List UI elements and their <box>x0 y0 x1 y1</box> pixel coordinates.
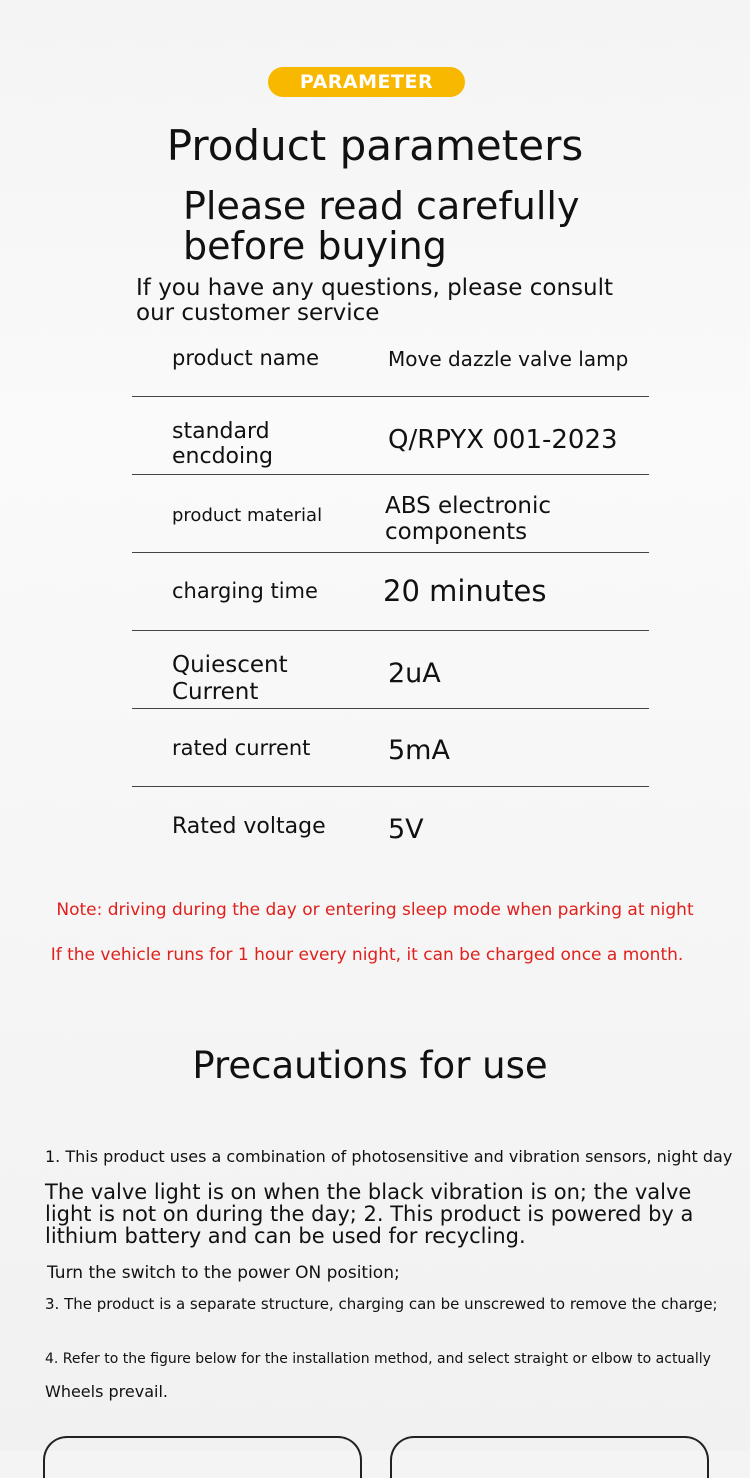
installation-image-frame-left <box>43 1436 362 1478</box>
precaution-2: The valve light is on when the black vibration is on; the valve light is not on during the day; 2. This product is powered by a lithium battery and can be used for recycling. <box>45 1180 694 1248</box>
param-value: 2uA <box>388 658 441 689</box>
param-row <box>132 338 649 397</box>
param-label: Quiescent Current <box>172 652 288 705</box>
param-label: Rated voltage <box>172 814 326 839</box>
precaution-wheels: Wheels prevail. <box>45 1382 168 1401</box>
read-carefully-line-1: Please read carefully <box>183 184 580 228</box>
param-value: Q/RPYX 001-2023 <box>388 425 618 455</box>
parameter-badge: PARAMETER <box>268 67 465 97</box>
precaution-3: 3. The product is a separate structure, charging can be unscrewed to remove the charge; <box>45 1295 718 1313</box>
param-value: 5V <box>388 814 424 845</box>
consult-line-2: our customer service <box>136 300 380 326</box>
charge-note-text: If the vehicle runs for 1 hour every night, it can be charged once a month. <box>50 945 684 965</box>
param-row <box>132 631 649 709</box>
param-label: product material <box>172 505 323 526</box>
param-label: charging time <box>172 579 318 603</box>
precaution-1: 1. This product uses a combination of photosensitive and vibration sensors, night day <box>45 1147 733 1166</box>
precaution-4: 4. Refer to the figure below for the installation method, and select straight or elbow to actually <box>45 1351 711 1367</box>
param-row <box>132 709 649 787</box>
param-value: ABS electronic components <box>385 493 552 545</box>
parameter-table <box>132 338 649 867</box>
param-row <box>132 397 649 475</box>
param-row <box>132 475 649 553</box>
param-value: Move dazzle valve lamp <box>388 347 629 371</box>
consult-text <box>136 276 636 326</box>
read-carefully-line-2: before buying <box>183 224 447 268</box>
page-title: Product parameters <box>166 121 584 170</box>
precaution-switch: Turn the switch to the power ON position; <box>47 1263 400 1283</box>
param-label: product name <box>172 346 319 370</box>
installation-image-frame-right <box>390 1436 709 1478</box>
param-label: rated current <box>172 736 311 760</box>
param-value: 5mA <box>388 735 450 766</box>
param-row <box>132 553 649 631</box>
precautions-title: Precautions for use <box>192 1044 548 1087</box>
note-text: Note: driving during the day or entering sleep mode when parking at night <box>56 900 694 920</box>
param-label: standard encdoing <box>172 419 274 469</box>
consult-line-1: If you have any questions, please consult <box>136 275 614 301</box>
param-value: 20 minutes <box>383 574 547 608</box>
read-carefully-heading <box>183 186 603 266</box>
param-row <box>132 787 649 867</box>
